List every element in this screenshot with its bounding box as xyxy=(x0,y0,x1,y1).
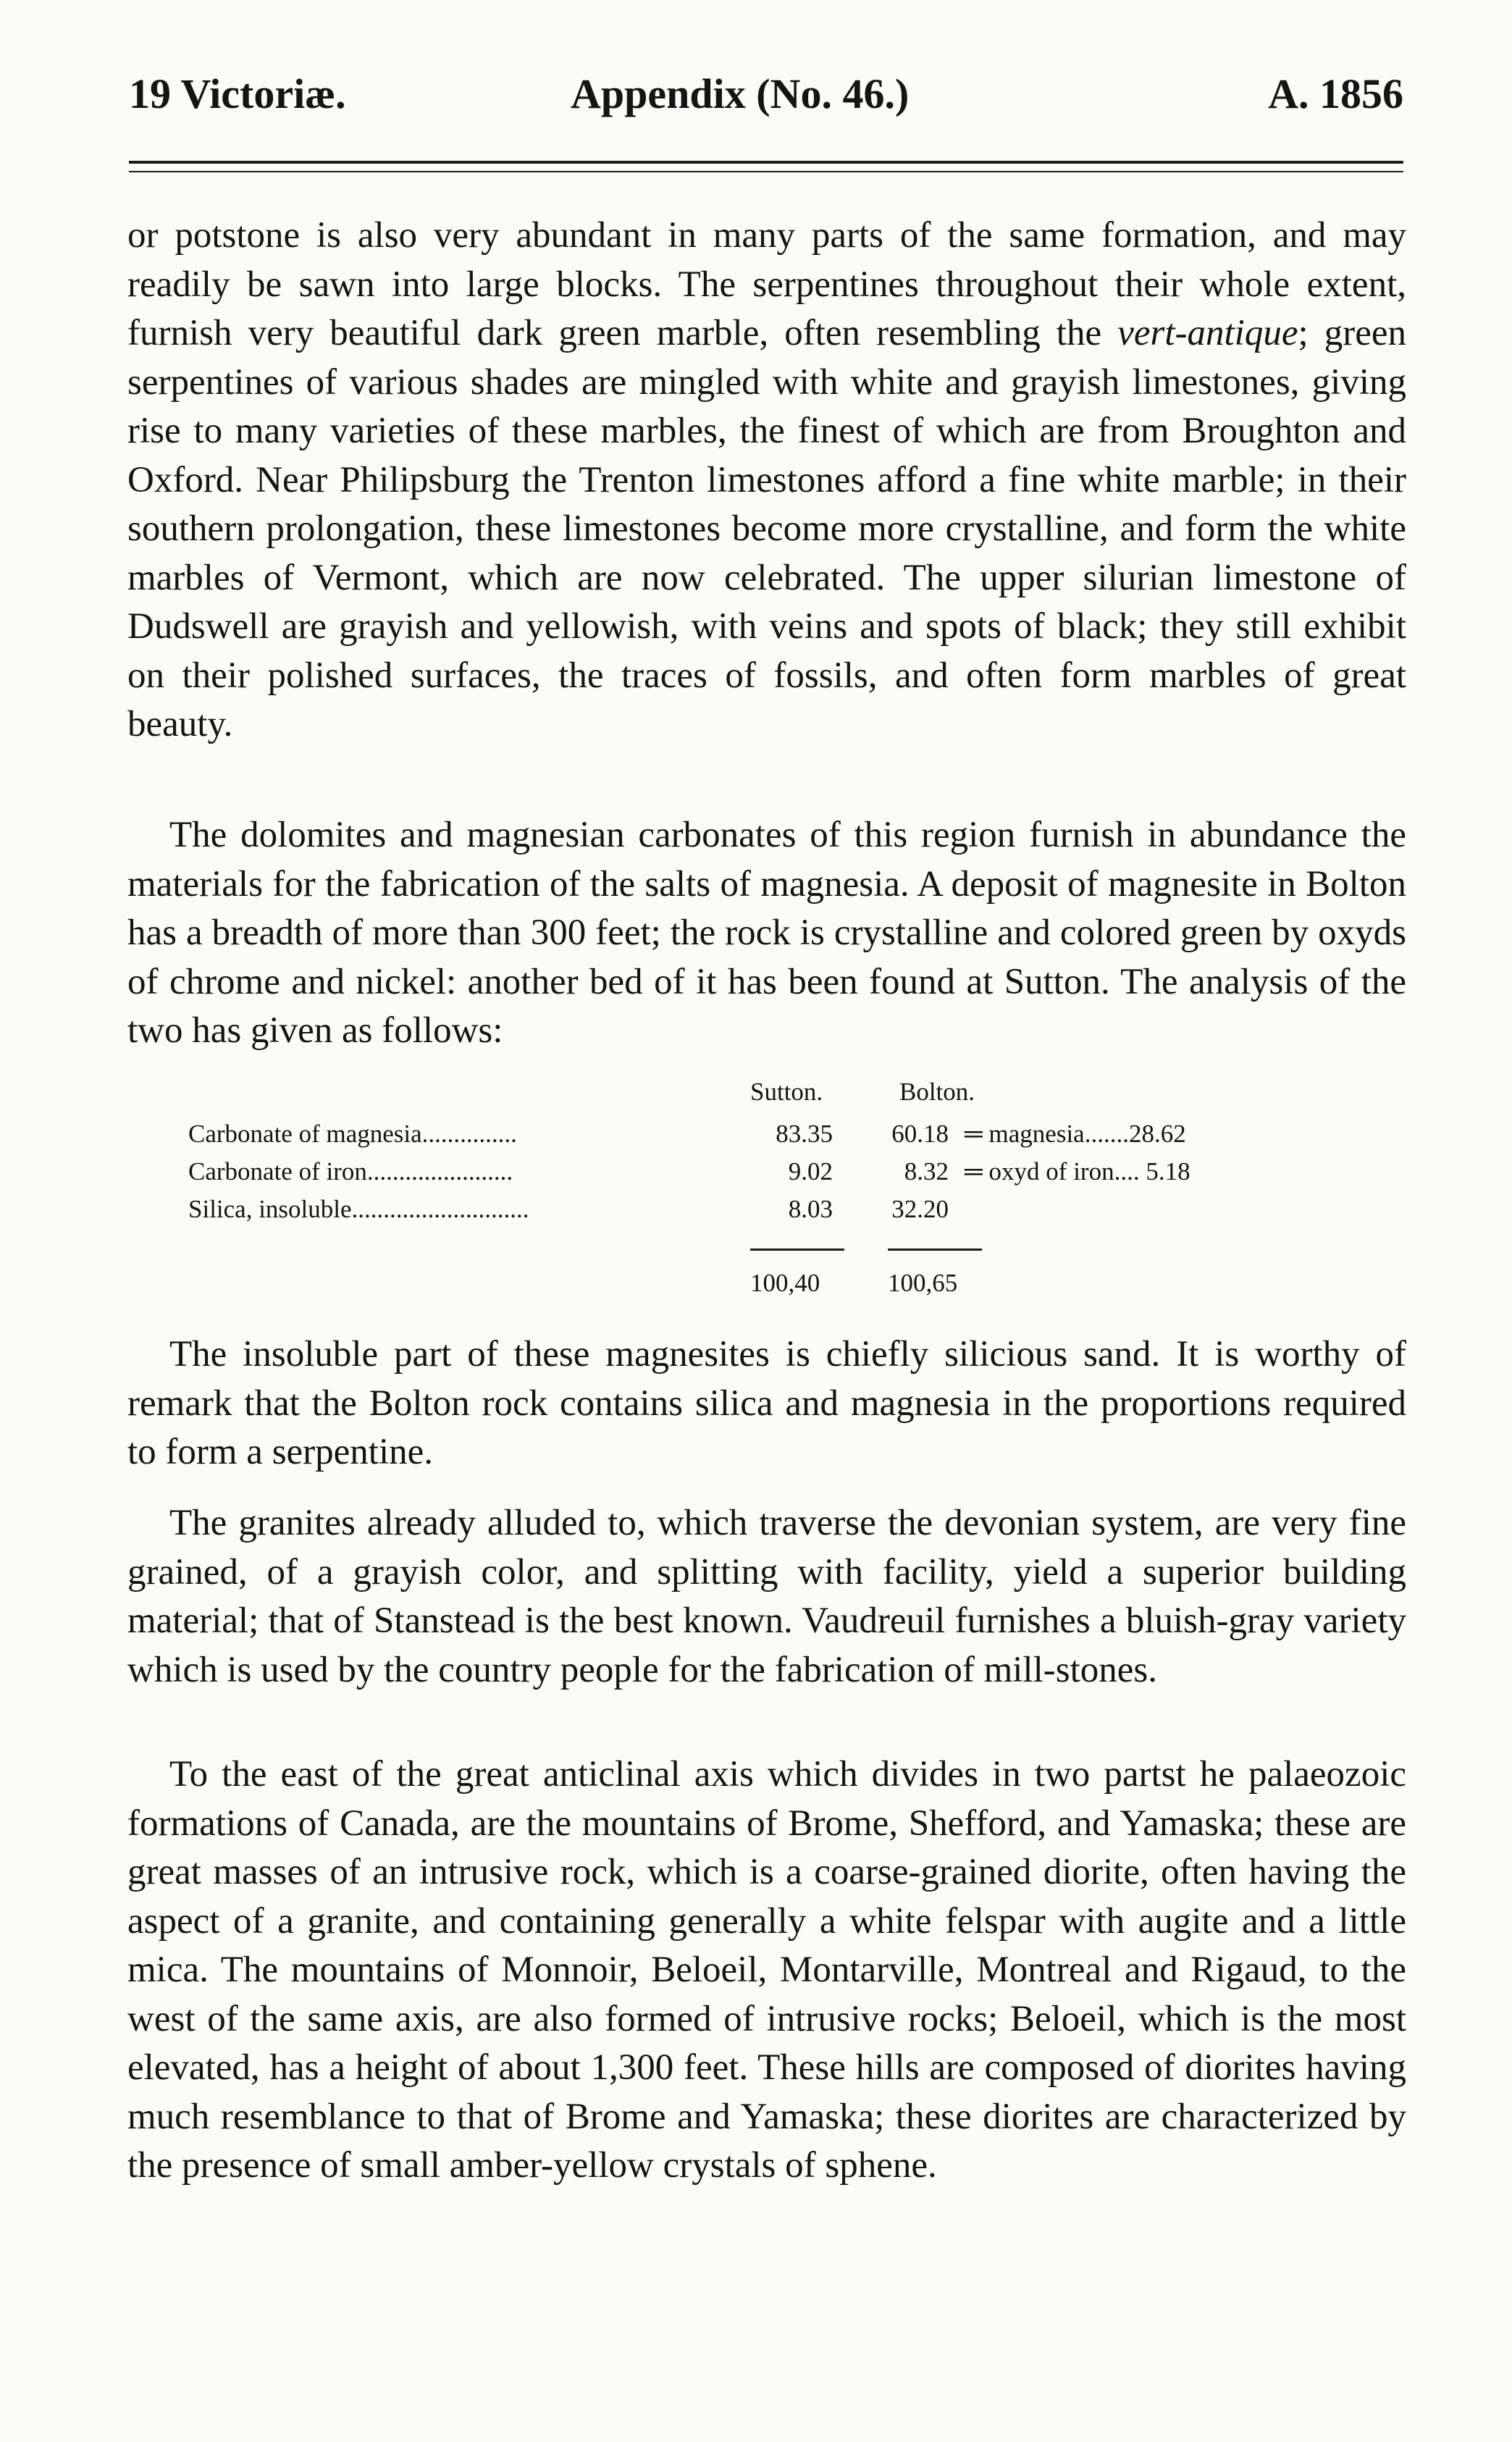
bolton-value: 60.18 xyxy=(891,1120,949,1148)
total-rule xyxy=(750,1249,844,1251)
header-regnal-year: 19 Victoriæ. xyxy=(129,70,346,117)
bolton-value: 32.20 xyxy=(891,1195,949,1223)
table-row xyxy=(188,1120,1390,1153)
paragraph-text: The granites already alluded to, which traverse the devonian system, are very fine grained, of a grayish color, and splitting with facility, yield a superior building material; that of Stanstead is the best known. Vaudreuil furnishes a bluish-gray variety which is used by the country people for the fabrication of mill-stones. xyxy=(127,1503,1406,1690)
equivalence-note: ═ oxyd of iron.... 5.18 xyxy=(965,1157,1190,1186)
sutton-total: 100,40 xyxy=(750,1269,820,1297)
sutton-value: 8.03 xyxy=(788,1195,833,1223)
row-label: Silica, insoluble............................ xyxy=(188,1195,529,1223)
paragraph-text: or potstone is also very abundant in many parts of the same formation, and may readily be sawn into large blocks. The serpentines throughout their whole extent, furnish very beautiful dark green marble, often resembling the xyxy=(127,215,1406,353)
paragraph-granites xyxy=(127,1499,1406,1695)
paragraph-text: The dolomites and magnesian carbonates of this region furnish in abundance the materials for the fabrication of the salts of magnesia. A deposit of magnesite in Bolton has a breadth of more than 300 feet; the rock is crystalline and colored green by oxyds of chrome and nickel: another bed of it has been found at Sutton. The analysis of the two has given as follows: xyxy=(127,815,1406,1051)
equivalence-note: ═ magnesia.......28.62 xyxy=(965,1120,1186,1148)
paragraph-text: ; green serpentines of various shades are mingled with white and grayish limestones, giving rise to many varieties of these marbles, the finest of which are from Broughton and Oxford. Near Philipsburg the Trenton limestones afford a fine white marble; in their southern prolongation, these limestones become more crystalline, and form the white marbles of Vermont, which are now celebrated. The upper silurian limestone of Dudswell are grayish and yellowish, with veins and spots of black; they still exhibit on their polished surfaces, the traces of fossils, and often form marbles of great beauty. xyxy=(127,313,1406,744)
total-rule xyxy=(888,1249,982,1251)
sutton-value: 83.35 xyxy=(776,1120,833,1148)
paragraph-text: To the east of the great anticlinal axis which divides in two partst he palaeozoic formations of Canada, are the mountains of Brome, Shefford, and Yamaska; these are great masses of an intrusive rock, which is a coarse-grained diorite, often having the aspect of a granite, and containing generally a white felspar with augite and a little mica. The mountains of Monnoir, Beloeil, Montarville, Montreal and Rigaud, to the west of the same axis, are also formed of intrusive rocks; Beloeil, which is the most elevated, has a height of about 1,300 feet. These hills are composed of diorites having much resemblance to that of Brome and Yamaska; these diorites are characterized by the presence of small amber-yellow crystals of sphene. xyxy=(127,1754,1406,2186)
table-row xyxy=(188,1157,1390,1191)
header-rule-thin xyxy=(129,171,1403,172)
header-appendix-number: Appendix (No. 46.) xyxy=(571,70,910,117)
column-header-sutton: Sutton. xyxy=(750,1078,823,1106)
table-row xyxy=(188,1195,1390,1228)
analysis-table xyxy=(188,1078,1390,1324)
column-header-bolton: Bolton. xyxy=(899,1078,975,1106)
bolton-value: 8.32 xyxy=(904,1157,949,1186)
header-year: A. 1856 xyxy=(1268,70,1403,117)
paragraph-magnesia xyxy=(127,811,1406,1056)
bolton-total: 100,65 xyxy=(888,1269,958,1297)
header-rule-thick xyxy=(129,161,1403,164)
italic-term: vert-antique xyxy=(1117,313,1298,353)
paragraph-marbles xyxy=(127,211,1406,750)
paragraph-insoluble xyxy=(127,1330,1406,1477)
row-label: Carbonate of iron....................... xyxy=(188,1157,513,1186)
row-label: Carbonate of magnesia............... xyxy=(188,1120,517,1148)
paragraph-diorites xyxy=(127,1750,1406,2191)
paragraph-text: The insoluble part of these magnesites is chiefly silicious sand. It is worthy of remark that the Bolton rock contains silica and magnesia in the proportions required to form a serpentine. xyxy=(127,1334,1406,1472)
running-header xyxy=(129,70,1403,135)
sutton-value: 9.02 xyxy=(788,1157,833,1186)
